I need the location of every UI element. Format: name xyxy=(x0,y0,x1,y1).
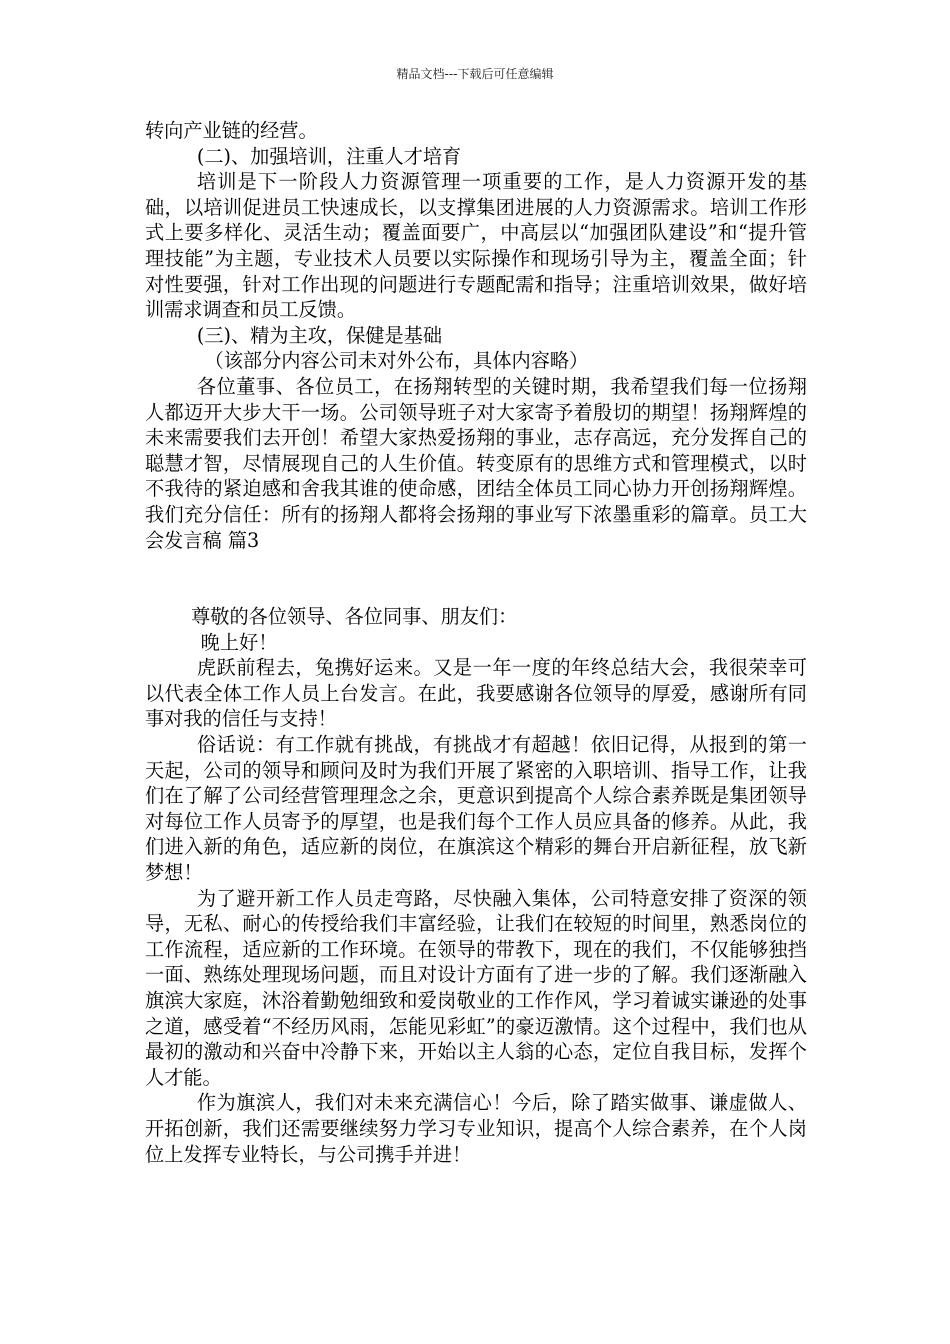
greeting: 晚上好！ xyxy=(200,630,278,654)
salutation: 尊敬的各位领导、各位同事、朋友们： xyxy=(191,605,518,629)
paragraph-challenge: 俗话说：有工作就有挑战，有挑战才有超越！依旧记得，从报到的第一天起，公司的领导和顾问及时为我们开展了紧密的入职培训、指导工作，让我们在了解了公司经营管理理念之余，更意识到提高个人综合素养既是集团领导对每位工作人员寄予的厚望，也是我们每个工作人员应具备的修养。从此，我们进入新的角色，适应新的岗位，在旗滨这个精彩的舞台开启新征程，放飞新梦想！ xyxy=(145,733,807,885)
paragraph-training: 培训是下一阶段人力资源管理一项重要的工作，是人力资源开发的基础，以培训促进员工快速成长，以支撑集团进展的人力资源需求。培训工作形式上要多样化、灵活生动；覆盖面要广，中高层以“加强团队建设”和“提升管理技能”为主题，专业技术人员要以实际操作和现场引导为主，覆盖全面；针对性要强，针对工作出现的问题进行专题配需和指导；注重培训效果，做好培训需求调查和员工反馈。 xyxy=(145,170,807,322)
paragraph-future: 作为旗滨人，我们对未来充满信心！今后，除了踏实做事、谦虚做人、开拓创新，我们还需要继续努力学习专业知识，提高个人综合素养，在个人岗位上发挥专业特长，与公司携手并进！ xyxy=(145,1091,807,1166)
page-header: 精品文档---下载后可任意编辑 xyxy=(396,67,554,81)
paragraph-opening: 虎跃前程去，兔携好运来。又是一年一度的年终总结大会，我很荣幸可以代表全体工作人员上台发言。在此，我要感谢各位领导的厚爱，感谢所有同事对我的信任与支持！ xyxy=(145,656,807,731)
section-heading-focus: (三)、精为主攻，保健是基础 xyxy=(196,323,443,347)
section-heading-training: (二)、加强培训，注重人才培育 xyxy=(196,144,462,168)
document-body xyxy=(145,118,807,1167)
section-gap xyxy=(145,553,807,604)
paragraph-closing-appeal: 各位董事、各位员工，在扬翔转型的关键时期，我希望我们每一位扬翔人都迈开大步大干一场。公司领导班子对大家寄予着殷切的期望！扬翔辉煌的未来需要我们去开创！希望大家热爱扬翔的事业，志存高远，充分发挥自己的聪慧才智，尽情展现自己的人生价值。转变原有的思维方式和管理模式，以时不我待的紧迫感和舍我其谁的使命感，团结全体员工同心协力开创扬翔辉煌。我们充分信任：所有的扬翔人都将会扬翔的事业写下浓墨重彩的篇章。员工大会发言稿 篇3 xyxy=(145,374,807,552)
omitted-content-note: （该部分内容公司未对外公布，具体内容略） xyxy=(204,349,589,373)
paragraph-integration: 为了避开新工作人员走弯路，尽快融入集体，公司特意安排了资深的领导，无私、耐心的传授给我们丰富经验，让我们在较短的时间里，熟悉岗位的工作流程，适应新的工作环境。在领导的带教下，现在的我们，不仅能够独挡一面、熟练处理现场问题，而且对设计方面有了进一步的了解。我们逐渐融入旗滨大家庭，沐浴着勤勉细致和爱岗敬业的工作作风，学习着诚实谦逊的处事之道，感受着“不经历风雨，怎能见彩虹”的豪迈激情。这个过程中，我们也从最初的激动和兴奋中冷静下来，开始以主人翁的心态，定位自我目标，发挥个人才能。 xyxy=(145,886,807,1089)
paragraph-continuation: 转向产业链的经营。 xyxy=(145,119,318,142)
